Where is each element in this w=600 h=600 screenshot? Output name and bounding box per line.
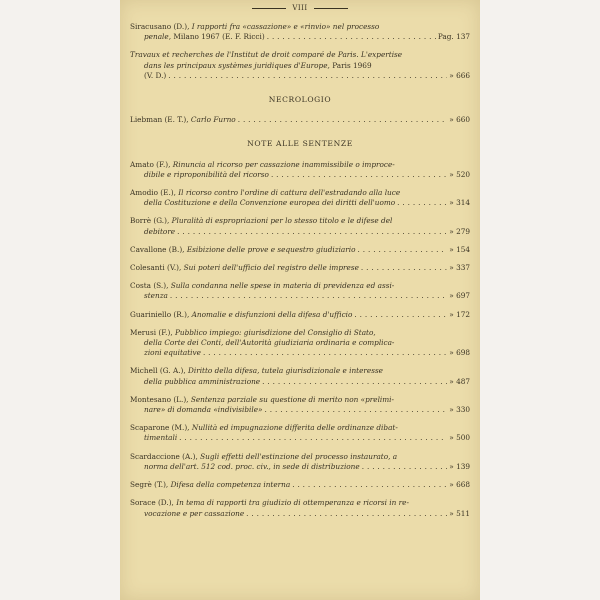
entry-author: Amodio (E.), bbox=[130, 188, 176, 198]
index-entry bbox=[130, 498, 470, 518]
entry-author: Montesano (L.), bbox=[130, 394, 189, 404]
entry-page: » 697 bbox=[449, 291, 470, 301]
entry-author: Scaparone (M.), bbox=[130, 423, 190, 433]
entry-line bbox=[130, 348, 470, 358]
entry-title: Nullità ed impugnazione differita delle ordinanze dibat- bbox=[191, 423, 398, 433]
entry-author: Liebman (E. T.), bbox=[130, 115, 189, 125]
entry-page: » 666 bbox=[449, 70, 470, 80]
entry-line bbox=[130, 395, 470, 405]
entry-author: Guariniello (R.), bbox=[130, 309, 190, 319]
dot-leader bbox=[397, 198, 447, 208]
dot-leader bbox=[170, 291, 447, 301]
index-entry bbox=[130, 22, 470, 42]
entry-line bbox=[130, 22, 470, 32]
index-entry bbox=[130, 188, 470, 208]
entry-line bbox=[130, 328, 470, 338]
entry-line bbox=[130, 433, 470, 443]
dot-leader bbox=[267, 32, 436, 42]
entry-title: della Costituzione e della Convenzione europea dei diritti dell'uomo bbox=[144, 198, 396, 208]
index-entry bbox=[130, 452, 470, 472]
entry-author: Michell (G. A.), bbox=[130, 366, 186, 376]
entry-author: Costa (S.), bbox=[130, 281, 169, 291]
dot-leader bbox=[179, 433, 447, 443]
entry-line bbox=[130, 32, 470, 42]
index-entry bbox=[130, 366, 470, 386]
index-entry bbox=[130, 423, 470, 443]
entry-page: » 520 bbox=[449, 169, 470, 179]
entry-line bbox=[130, 188, 470, 198]
entry-page: » 698 bbox=[449, 348, 470, 358]
entry-author: Siracusano (D.), bbox=[130, 22, 190, 31]
entry-title: In tema di rapporti tra giudizio di ottemperanza e ricorsi in re- bbox=[176, 498, 409, 508]
index-entry bbox=[130, 263, 470, 273]
entry-line bbox=[130, 198, 470, 208]
entry-title: Rinuncia al ricorso per cassazione inammissibile o improce- bbox=[172, 159, 395, 169]
entry-page: » 279 bbox=[449, 226, 470, 236]
entry-line bbox=[130, 462, 470, 472]
entry-text: Milano 1967 (E. F. Ricci) bbox=[173, 32, 265, 42]
entry-line bbox=[130, 405, 470, 415]
index-content bbox=[130, 22, 470, 527]
entry-line bbox=[130, 377, 470, 387]
index-entry bbox=[130, 281, 470, 301]
entry-page: » 668 bbox=[449, 480, 470, 490]
entry-line bbox=[130, 71, 470, 81]
necrologio-entries bbox=[130, 115, 470, 125]
dot-leader bbox=[362, 462, 448, 472]
necrologio-heading: NECROLOGIO bbox=[268, 95, 332, 105]
entry-author: Borrè (G.), bbox=[130, 216, 170, 226]
index-entry bbox=[130, 160, 470, 180]
entry-line bbox=[130, 61, 470, 71]
entry-page: » 139 bbox=[449, 461, 470, 471]
note-heading: NOTE ALLE SENTENZE bbox=[247, 139, 353, 149]
dot-leader bbox=[357, 245, 447, 255]
entry-title: timentali bbox=[144, 433, 178, 443]
entry-title: Travaux et recherches de l'Institut de droit comparé de Paris. L'expertise bbox=[130, 50, 403, 60]
entry-page: » 337 bbox=[449, 263, 470, 273]
entry-title: stenza bbox=[144, 291, 168, 301]
entry-line bbox=[130, 263, 470, 273]
book-page bbox=[120, 0, 480, 600]
entry-line bbox=[130, 227, 470, 237]
entry-title: nare» di domanda «indivisibile» bbox=[144, 405, 263, 415]
index-entry bbox=[130, 216, 470, 236]
entry-title: della pubblica amministrazione bbox=[144, 376, 261, 386]
entry-author: Merusi (F.), bbox=[130, 327, 173, 337]
entry-page: » 330 bbox=[449, 405, 470, 415]
dot-leader bbox=[246, 509, 447, 519]
entry-line bbox=[130, 366, 470, 376]
dot-leader bbox=[203, 348, 447, 358]
entry-author: Segrè (T.), bbox=[130, 480, 169, 490]
entry-title: Pubblico impiego: giurisdizione del Consiglio di Stato, bbox=[174, 327, 376, 337]
note-entries bbox=[130, 160, 470, 519]
entry-line bbox=[130, 423, 470, 433]
entry-title: I rapporti fra «cassazione» e «rinvio» nel processo bbox=[191, 22, 380, 31]
index-entry bbox=[130, 328, 470, 359]
dot-leader bbox=[238, 115, 448, 125]
entry-page: » 154 bbox=[449, 244, 470, 254]
entry-author: Scardaccione (A.), bbox=[130, 451, 198, 461]
entry-text: Paris 1969 bbox=[332, 60, 372, 70]
entry-line bbox=[130, 509, 470, 519]
entry-page: Pag. 137 bbox=[437, 32, 470, 42]
entry-line bbox=[130, 115, 470, 125]
entry-title: Sui poteri dell'ufficio del registro delle imprese bbox=[183, 263, 359, 273]
entry-title: Anomalie e disfunzioni della difesa d'ufficio bbox=[191, 309, 353, 319]
entry-line bbox=[130, 216, 470, 226]
entry-page: » 660 bbox=[449, 115, 470, 125]
entry-line bbox=[130, 170, 470, 180]
entry-title: Pluralità di espropriazioni per lo stesso titolo e le difese del bbox=[171, 216, 393, 226]
entry-title: debitore bbox=[144, 226, 176, 236]
entry-page: » 500 bbox=[449, 433, 470, 443]
entry-title: Difesa della competenza interna bbox=[170, 480, 291, 490]
index-entry bbox=[130, 310, 470, 320]
entry-title: Carlo Furno bbox=[190, 115, 236, 125]
dot-leader bbox=[177, 227, 447, 237]
dot-leader bbox=[292, 480, 447, 490]
entry-line bbox=[130, 245, 470, 255]
entry-title: vocazione e per cassazione bbox=[144, 508, 245, 518]
dot-leader bbox=[354, 310, 447, 320]
entry-title: Sentenza parziale su questione di merito non «prelimi- bbox=[190, 394, 394, 404]
dot-leader bbox=[168, 71, 447, 81]
index-entry bbox=[130, 395, 470, 415]
entry-title: dibile e riproponibilità del ricorso bbox=[144, 169, 269, 179]
index-entry bbox=[130, 50, 470, 81]
entry-title: Diritto della difesa, tutela giurisdizionale e interesse bbox=[188, 366, 384, 376]
entry-title: Sulla condanna nelle spese in materia di previdenza ed assi- bbox=[170, 281, 395, 291]
entry-author: Cavallone (B.), bbox=[130, 244, 185, 254]
entry-author: Amato (F.), bbox=[130, 159, 171, 169]
running-head-rule bbox=[314, 8, 348, 9]
entry-author: Sorace (D.), bbox=[130, 498, 174, 508]
running-head bbox=[120, 3, 480, 13]
entry-title: penale, bbox=[144, 32, 172, 42]
entry-line bbox=[130, 50, 470, 60]
entry-title: zioni equitative bbox=[144, 348, 201, 358]
index-entry bbox=[130, 115, 470, 125]
dot-leader bbox=[361, 263, 447, 273]
entry-title: dans les principaux systèmes juridiques d'Europe, bbox=[144, 60, 330, 70]
entry-title: norma dell'art. 512 cod. proc. civ., in sede di distribuzione bbox=[144, 461, 360, 471]
dot-leader bbox=[271, 170, 447, 180]
entry-author: Colesanti (V.), bbox=[130, 263, 182, 273]
entry-page: » 487 bbox=[449, 376, 470, 386]
top-entries bbox=[130, 22, 470, 81]
entry-line bbox=[130, 160, 470, 170]
entry-line bbox=[130, 498, 470, 508]
entry-title: Il ricorso contro l'ordine di cattura dell'estradando alla luce bbox=[178, 188, 401, 198]
entry-title: Esibizione delle prove e sequestro giudiziario bbox=[186, 244, 356, 254]
running-head-numeral: VIII bbox=[292, 4, 308, 12]
entry-page: » 511 bbox=[449, 508, 470, 518]
entry-line bbox=[130, 310, 470, 320]
dot-leader bbox=[262, 377, 447, 387]
index-entry bbox=[130, 480, 470, 490]
entry-line bbox=[130, 480, 470, 490]
entry-line bbox=[130, 338, 470, 348]
running-head-rule bbox=[252, 8, 286, 9]
entry-line bbox=[130, 291, 470, 301]
index-entry bbox=[130, 245, 470, 255]
entry-title: Sugli effetti dell'estinzione del processo instaurato, a bbox=[200, 451, 398, 461]
entry-text: (V. D.) bbox=[144, 70, 167, 80]
entry-page: » 172 bbox=[449, 309, 470, 319]
dot-leader bbox=[265, 405, 448, 415]
entry-page: » 314 bbox=[449, 198, 470, 208]
entry-title: della Corte dei Conti, dell'Autorità giudiziaria ordinaria e complica- bbox=[144, 338, 395, 348]
entry-line bbox=[130, 281, 470, 291]
entry-line bbox=[130, 452, 470, 462]
